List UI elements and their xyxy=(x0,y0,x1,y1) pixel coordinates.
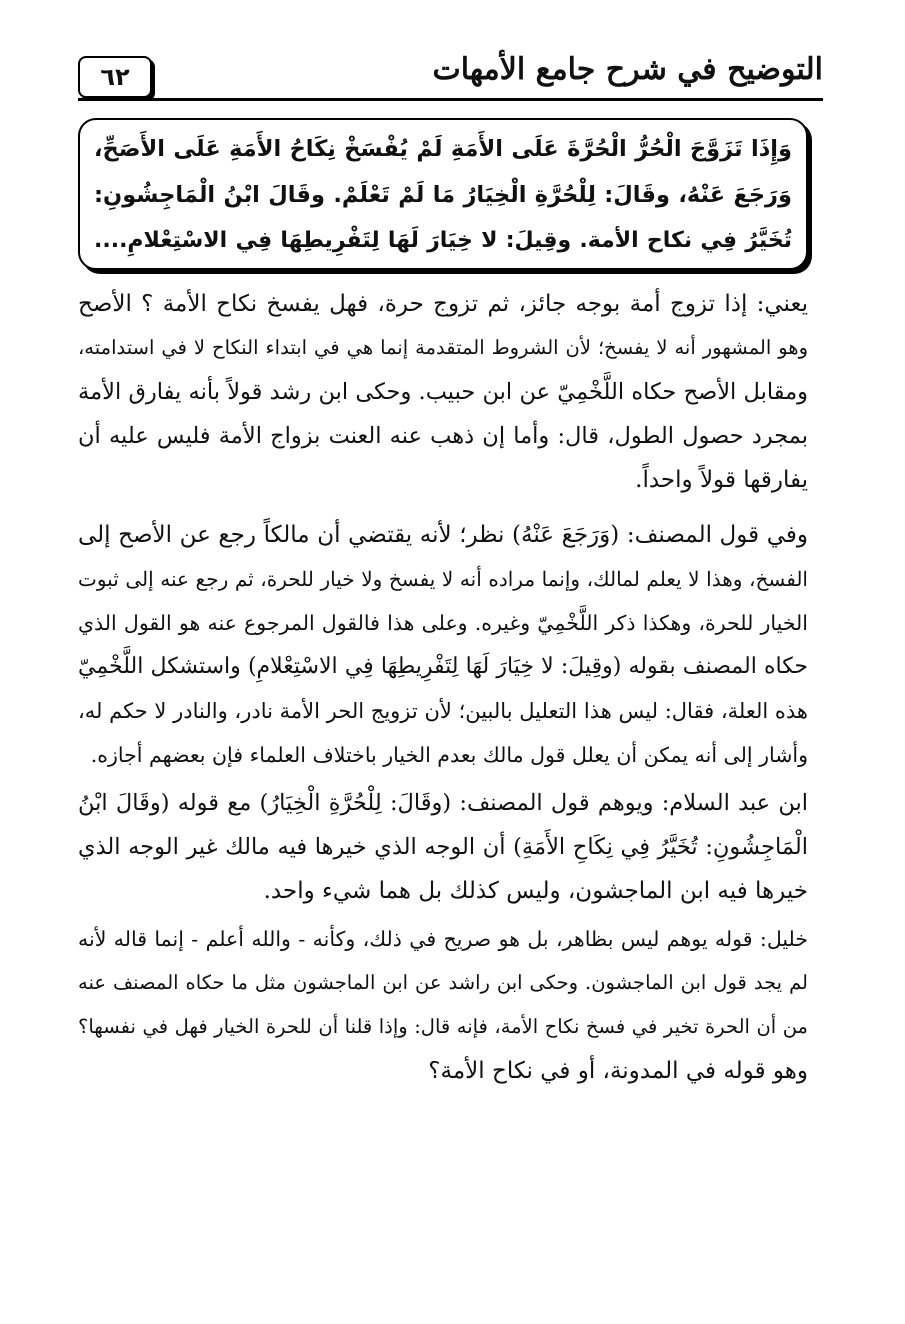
matn-line: وَرَجَعَ عَنْهُ، وقَالَ: لِلْحُرَّةِ الْخِيَارُ مَا لَمْ تَعْلَمْ. وقَالَ ابْنُ الْمَاجِشُونِ: xyxy=(94,182,792,208)
text-line: الفسخ، وهذا لا يعلم لمالك، وإنما مراده أنه لا يفسخ ولا خيار للحرة، ثم رجع عنه إلى ثبوت xyxy=(78,567,808,591)
text-line: حكاه المصنف بقوله (وقِيلَ: لا خِيَارَ لَهَا لِتَفْرِيطِهَا فِي الاسْتِعْلامِ) واستشكل اللَّخْمِيّ xyxy=(78,654,808,679)
text-line: الخيار للحرة، وهكذا ذكر اللَّخْمِيّ وغيره. وعلى هذا فالقول المرجوع عنه هو القول الذي xyxy=(78,611,808,635)
paragraph xyxy=(78,781,808,913)
text-line: بمجرد حصول الطول، قال: وأما إن ذهب عنه العنت بزواج الأمة فليس عليه أن xyxy=(78,423,808,449)
text-line: وفي قول المصنف: (وَرَجَعَ عَنْهُ) نظر؛ لأنه يقتضي أن مالكاً رجع عن الأصح إلى xyxy=(78,522,808,548)
paragraph-gap xyxy=(78,502,808,513)
book-title: التوضيح في شرح جامع الأمهات xyxy=(432,52,823,87)
text-line: ابن عبد السلام: ويوهم قول المصنف: (وقَالَ: لِلْحُرَّةِ الْخِيَارُ) مع قوله (وقَالَ ابْنُ xyxy=(78,790,808,816)
page-number: ٦٢ xyxy=(78,56,152,98)
text-line: يعني: إذا تزوج أمة بوجه جائز، ثم تزوج حرة، فهل يفسخ نكاح الأمة ؟ الأصح xyxy=(78,291,808,317)
text-line: خليل: قوله يوهم ليس بظاهر، بل هو صريح في ذلك، وكأنه - والله أعلم - إنما قاله لأنه xyxy=(78,927,808,951)
paragraph xyxy=(78,513,808,777)
matn-line: وَإِذَا تَزَوَّجَ الْحُرُّ الْحُرَّةَ عَلَى الأَمَةِ لَمْ يُفْسَخْ نِكَاحُ الأَمَةِ عَلَى الأَصَحِّ، xyxy=(94,136,792,162)
page-header xyxy=(78,50,823,101)
text-line: ومقابل الأصح حكاه اللَّخْمِيّ عن ابن حبيب. وحكى ابن رشد قولاً بأنه يفارق الأمة xyxy=(78,379,808,405)
text-line: وهو قوله في المدونة، أو في نكاح الأمة؟ xyxy=(428,1058,808,1084)
matn-line: تُخَيَّرُ فِي نكاح الأمة. وقِيلَ: لا خِيَارَ لَهَا لِتَفْرِيطِهَا فِي الاسْتِعْلامِ.... xyxy=(94,228,792,253)
text-line: خيرها فيه ابن الماجشون، وليس كذلك بل هما شيء واحد. xyxy=(263,878,808,904)
commentary xyxy=(78,282,808,1093)
text-line: وأشار إلى أنه يمكن أن يعلل قول مالك بعدم الخيار باختلاف العلماء فإن بعضهم أجازه. xyxy=(90,743,808,767)
text-line: هذه العلة، فقال: ليس هذا التعليل بالبين؛ لأن تزويج الحر الأمة نادر، والنادر لا حكم له، xyxy=(78,699,808,723)
text-line: الْمَاجِشُونِ: تُخَيَّرُ فِي نِكَاحِ الأَمَةِ) أن الوجه الذي خيرها فيه مالك غير الوجه الذي xyxy=(78,834,808,860)
matn-box xyxy=(78,118,808,270)
paragraph xyxy=(78,282,808,502)
text-line: لم يجد قول ابن الماجشون. وحكى ابن راشد عن ابن الماجشون مثل ما حكاه المصنف عنه xyxy=(78,971,808,994)
paragraph xyxy=(78,917,808,1093)
text-line: من أن الحرة تخير في فسخ نكاح الأمة، فإنه قال: وإذا قلنا أن للحرة الخيار فهل في نفسها؟ xyxy=(78,1015,808,1038)
text-line: يفارقها قولاً واحداً. xyxy=(635,467,808,493)
text-line: وهو المشهور أنه لا يفسخ؛ لأن الشروط المتقدمة إنما هي في ابتداء النكاح لا في استدامته، xyxy=(78,336,808,359)
